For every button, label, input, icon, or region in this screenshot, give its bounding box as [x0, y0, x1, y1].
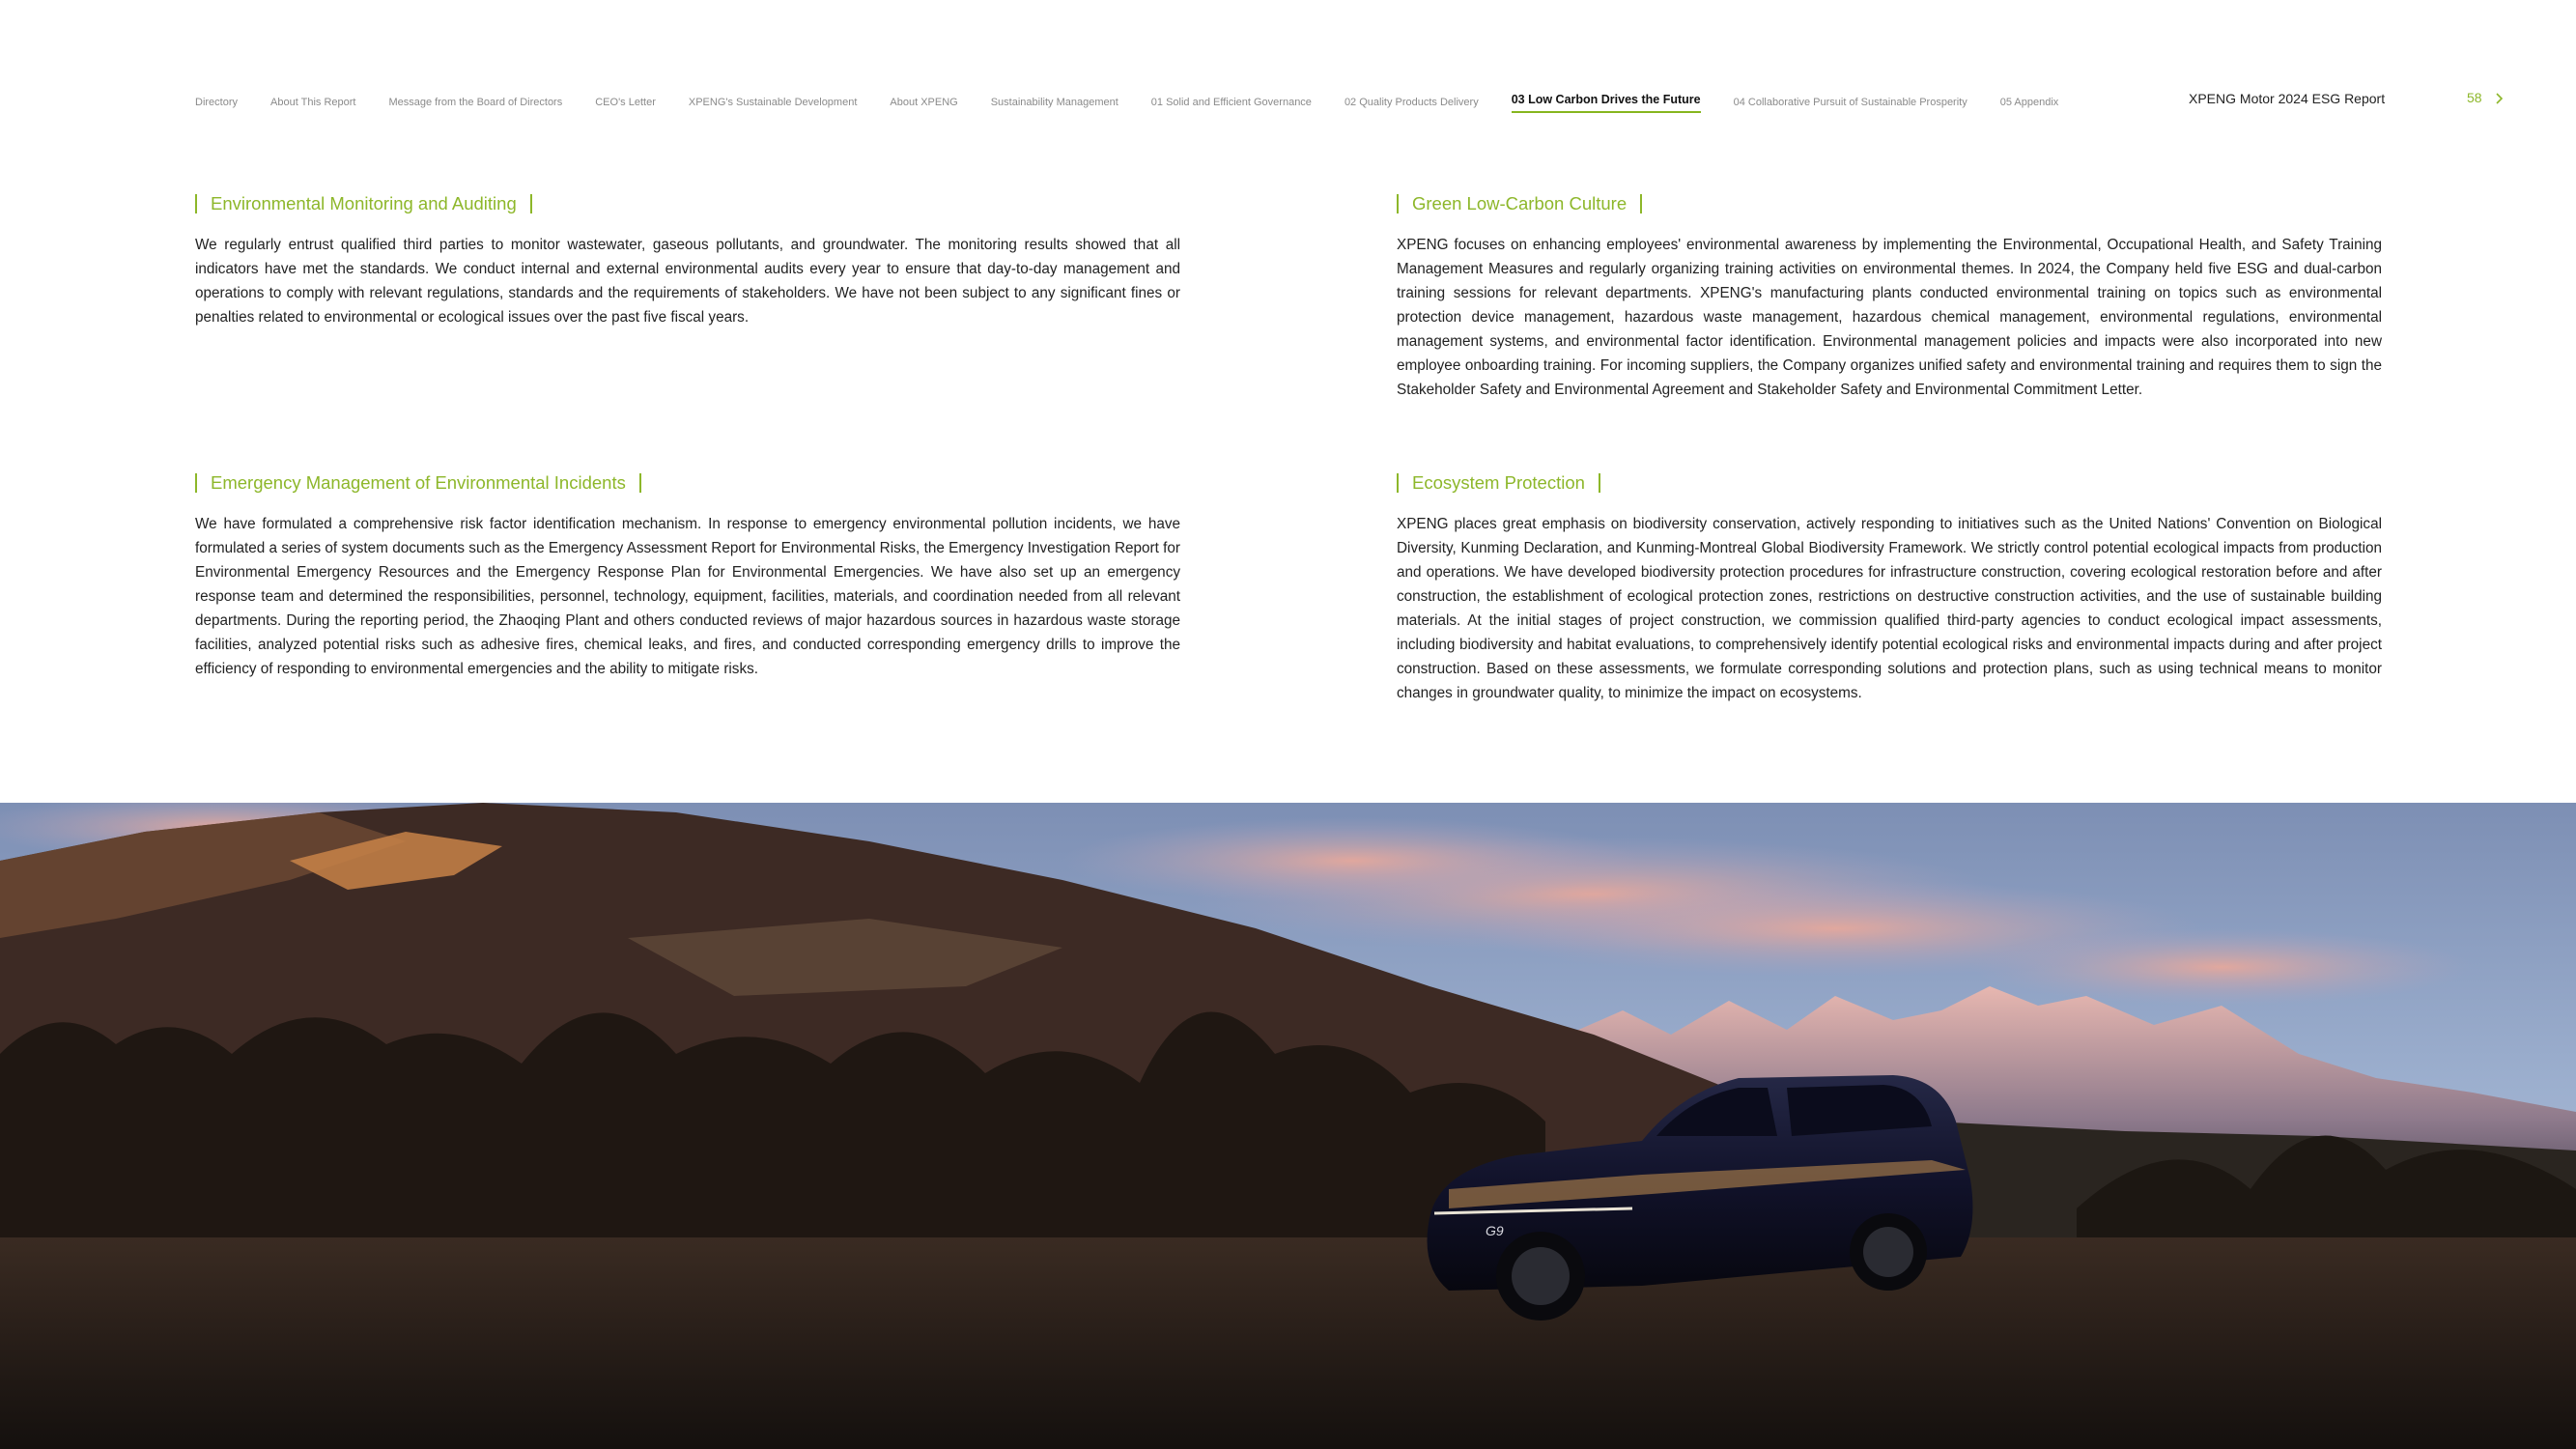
heading-divider [639, 473, 641, 493]
nav-item[interactable]: 03 Low Carbon Drives the Future [1512, 93, 1701, 113]
section-heading [195, 192, 1180, 215]
nav-item[interactable]: 01 Solid and Efficient Governance [1150, 97, 1312, 108]
landscape-car-photo [0, 803, 2576, 1449]
section-heading [195, 471, 1180, 495]
nav-item[interactable]: Message from the Board of Directors [388, 97, 563, 108]
nav-item[interactable]: 04 Collaborative Pursuit of Sustainable Prosperity [1733, 97, 1967, 108]
section-emergency [195, 471, 1180, 681]
section-heading [1397, 471, 2382, 495]
section-body: We have formulated a comprehensive risk factor identification mechanism. In response to emergency environmental pollution incidents, we have formulated a series of system documents such as the Emergency Assessment Report for Environmental Risks, the Emergency Investigation Report for Environmental Emergency Resources and the Emergency Response Plan for Environmental Emergencies. We have also set up an emergency response team and determined the responsibilities, personnel, technology, equipment, facilities, materials, and coordination needed from all relevant departments. During the reporting period, the Zhaoqing Plant and others conducted reviews of major hazardous sources in hazardous waste storage facilities, analyzed potential risks such as adhesive fires, chemical leaks, and fires, and conducted corresponding emergency drills to improve the efficiency of responding to environmental emergencies and the ability to mitigate risks. [195, 516, 1180, 677]
section-title: Environmental Monitoring and Auditing [211, 193, 517, 213]
heading-divider [1397, 194, 1399, 213]
nav-item[interactable]: XPENG's Sustainable Development [688, 97, 858, 108]
nav-item[interactable]: 02 Quality Products Delivery [1344, 97, 1479, 108]
section-heading [1397, 192, 2382, 215]
section-env-monitoring [195, 192, 1180, 329]
top-navigation [195, 83, 2513, 122]
heading-divider [195, 473, 197, 493]
heading-divider [195, 194, 197, 213]
heading-divider [1397, 473, 1399, 493]
section-ecosystem [1397, 471, 2382, 705]
photo-illustration [0, 803, 2576, 1449]
heading-divider [1599, 473, 1600, 493]
nav-item[interactable]: CEO's Letter [595, 97, 656, 108]
section-title: Emergency Management of Environmental Incidents [211, 472, 626, 493]
heading-divider [530, 194, 532, 213]
section-green-culture [1397, 192, 2382, 402]
chevron-right-icon[interactable] [2492, 91, 2507, 106]
report-title: XPENG Motor 2024 ESG Report [2189, 91, 2386, 106]
heading-divider [1640, 194, 1642, 213]
nav-item[interactable]: Sustainability Management [990, 97, 1118, 108]
section-body: XPENG places great emphasis on biodiversity conservation, actively responding to initiatives such as the United Nations' Convention on Biological Diversity, Kunming Declaration, and Kunming-Montreal Global Biodiversity Framework. We strictly control potential ecological impacts from production and operations. We have developed biodiversity protection procedures for infrastructure construction, covering ecological restoration before and after construction, the establishment of ecological protection zones, restrictions on destructive construction activities, and the use of sustainable building materials. At the initial stages of project construction, we commission qualified third-party agencies to conduct ecological impact assessments, including biodiversity and habitat evaluations, to comprehensively identify potential ecological risks and environmental impacts during and after project construction. Based on these assessments, we formulate corresponding solutions and protection plans, such as using technical means to monitor changes in groundwater quality, to minimize the impact on ecosystems. [1397, 516, 2382, 701]
nav-item[interactable]: 05 Appendix [1999, 97, 2059, 108]
car-badge: G9 [1486, 1223, 1504, 1238]
nav-menu [195, 93, 2058, 113]
nav-item[interactable]: About XPENG [890, 97, 958, 108]
section-body: XPENG focuses on enhancing employees' environmental awareness by implementing the Environmental, Occupational Health, and Safety Training Management Measures and regularly organizing training activities on environmental themes. In 2024, the Company held five ESG and dual-carbon training sessions for relevant departments. XPENG's manufacturing plants conducted environmental training on topics such as environmental protection device management, hazardous waste management, hazardous chemical management, environmental regulations, environmental management systems, and environmental factor identification. Environmental management policies and impacts were also incorporated into new employee onboarding training. For incoming suppliers, the Company organizes unified safety and environmental training and requires them to sign the Stakeholder Safety and Environmental Agreement and Stakeholder Safety and Environmental Commitment Letter. [1397, 237, 2382, 398]
page-number: 58 [2467, 90, 2482, 105]
section-title: Green Low-Carbon Culture [1412, 193, 1628, 213]
nav-item[interactable]: Directory [195, 97, 239, 108]
section-body: We regularly entrust qualified third parties to monitor wastewater, gaseous pollutants, and groundwater. The monitoring results showed that all indicators have met the standards. We conduct internal and external environmental audits every year to ensure that day-to-day management and operations to comply with relevant regulations, standards and the requirements of stakeholders. We have not been subject to any significant fines or penalties related to environmental or ecological issues over the past five fiscal years. [195, 237, 1180, 326]
section-title: Ecosystem Protection [1412, 472, 1585, 493]
nav-item[interactable]: About This Report [270, 97, 356, 108]
